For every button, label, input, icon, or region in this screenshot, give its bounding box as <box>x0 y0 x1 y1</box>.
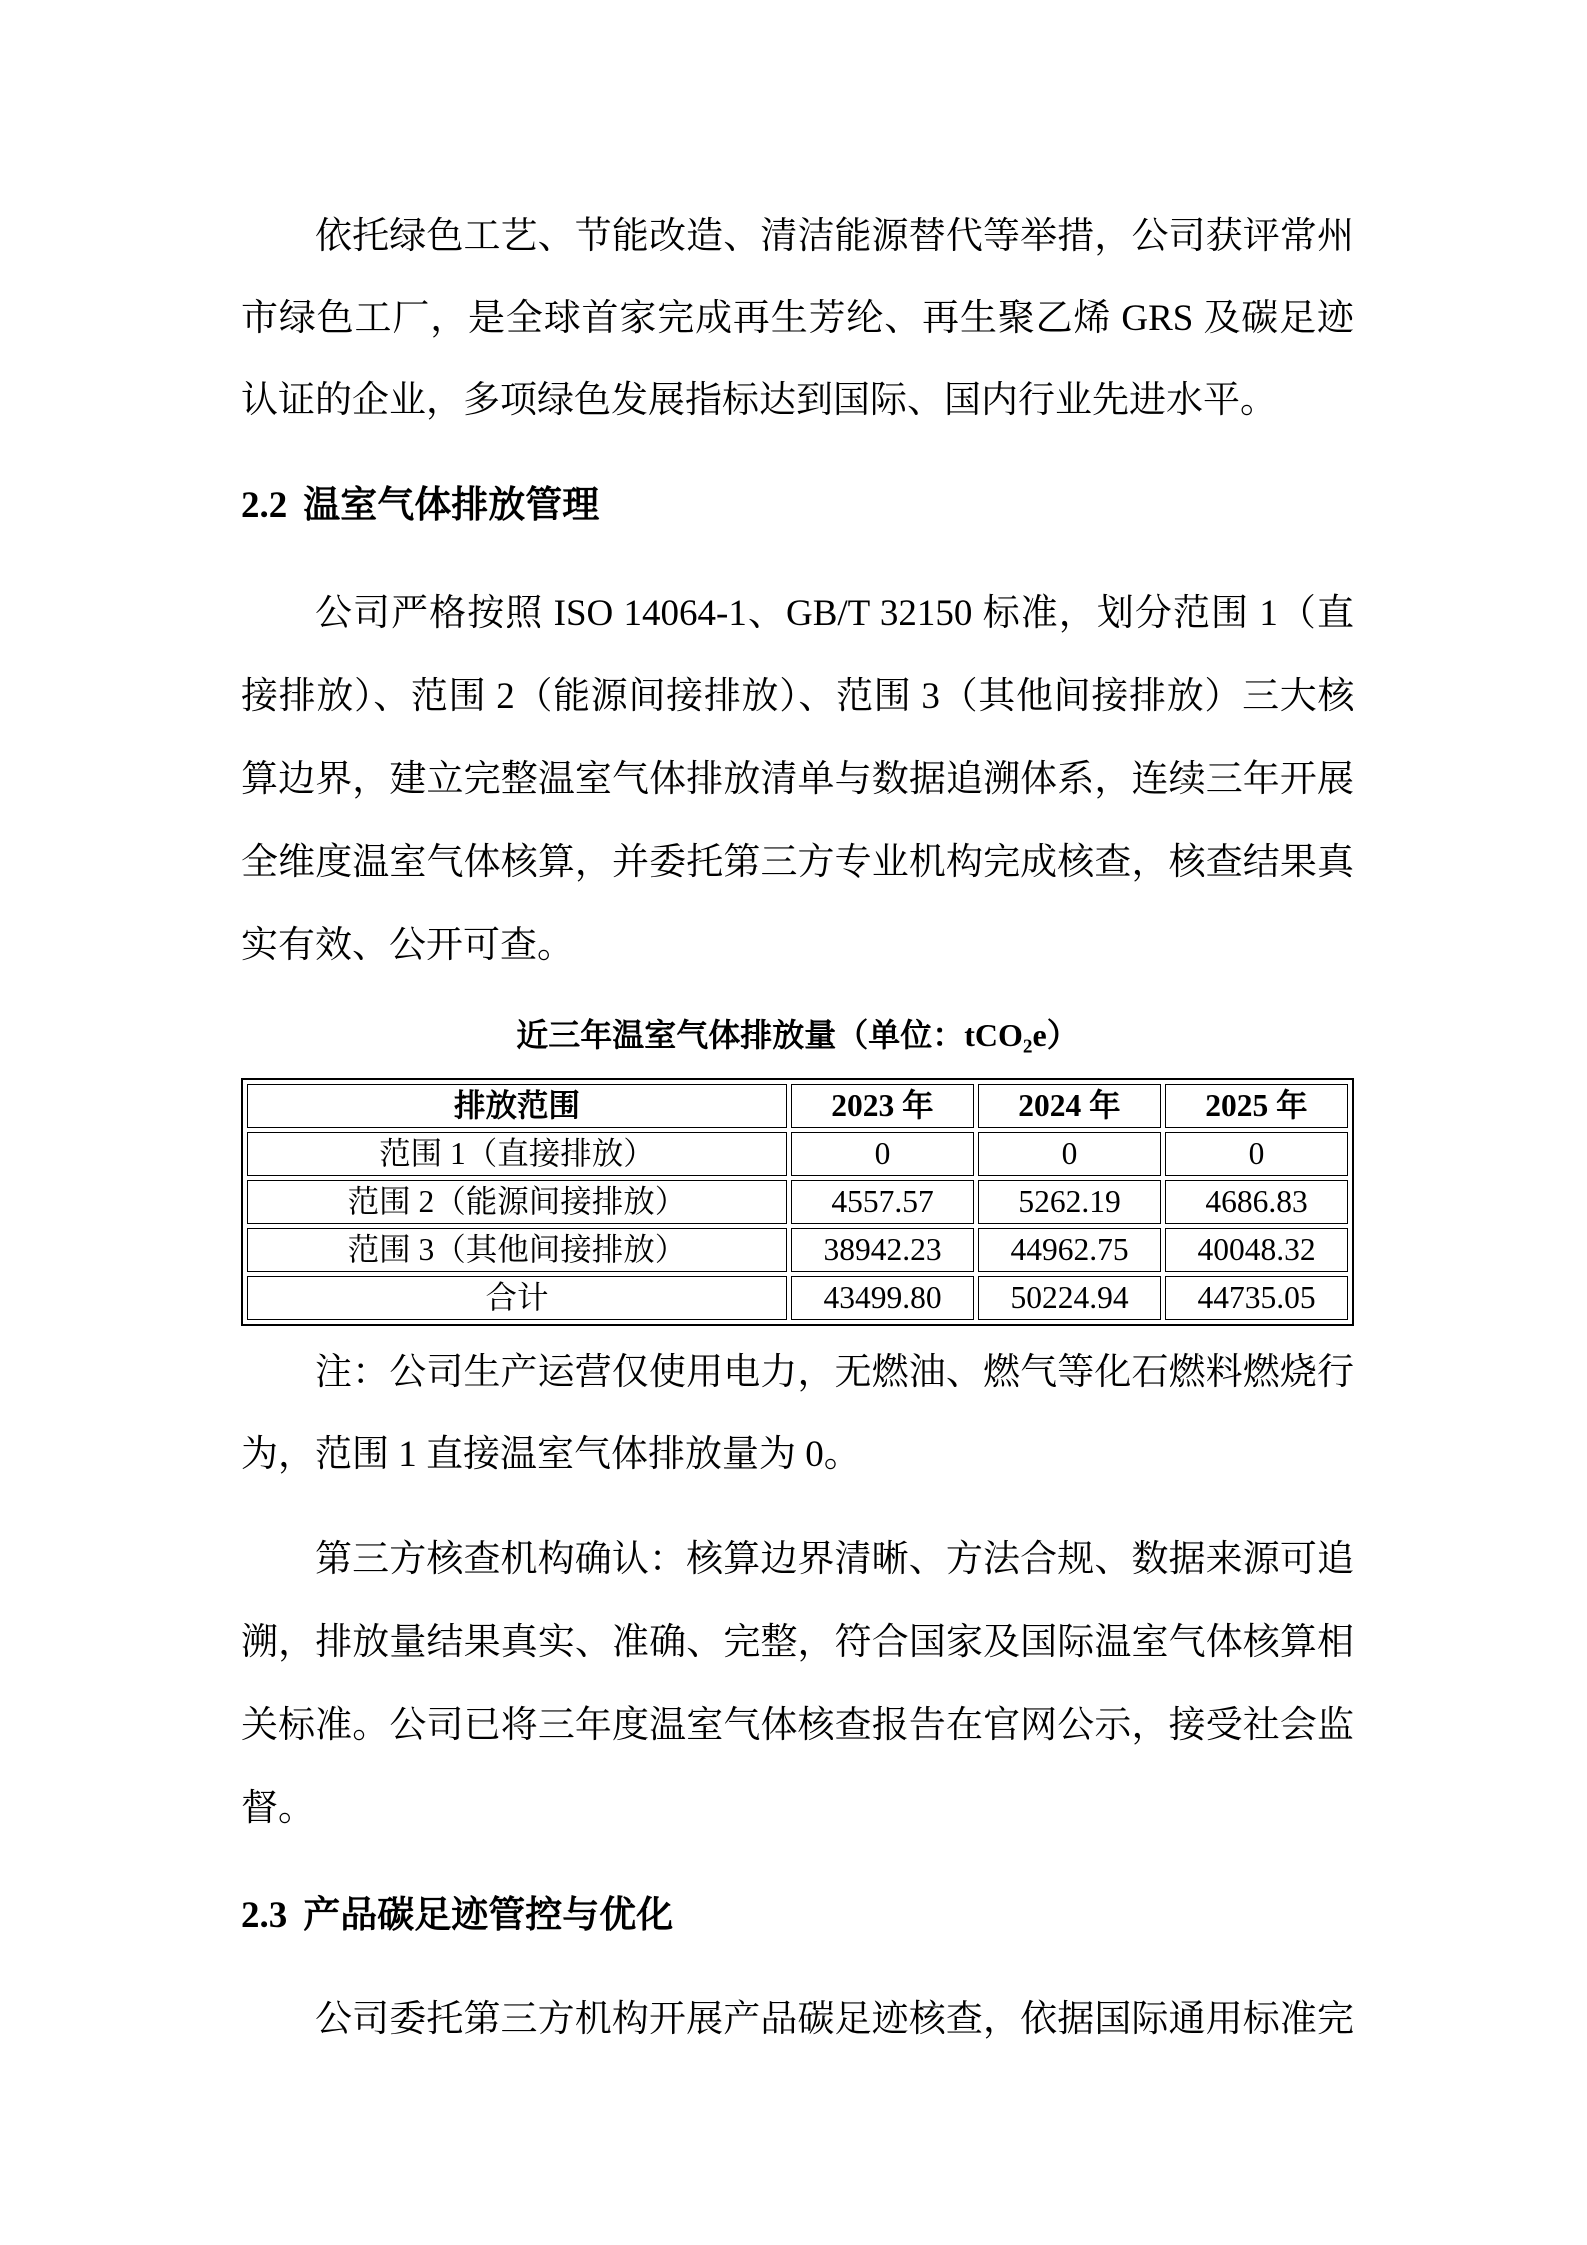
table-cell: 50224.94 <box>978 1276 1161 1320</box>
table-note <box>241 1332 1354 1496</box>
paragraph-line: 算边界，建立完整温室气体排放清单与数据追溯体系，连续三年开展 <box>241 759 1354 800</box>
table-row <box>247 1228 1348 1272</box>
table-header-cell: 排放范围 <box>247 1084 787 1128</box>
paragraph-line: 第三方核查机构确认：核算边界清晰、方法合规、数据来源可追 <box>315 1539 1354 1580</box>
table-row <box>247 1132 1348 1176</box>
paragraph-line: 溯，排放量结果真实、准确、完整，符合国家及国际温室气体核算相 <box>241 1622 1354 1663</box>
table-cell: 范围 2（能源间接排放） <box>247 1180 787 1224</box>
table-cell: 范围 3（其他间接排放） <box>247 1228 787 1272</box>
section-number: 2.2 <box>241 485 288 526</box>
table-cell: 5262.19 <box>978 1180 1161 1224</box>
table-header-cell: 2024 年 <box>978 1084 1161 1128</box>
paragraph-line: 公司严格按照 ISO 14064-1、GB/T 32150 标准，划分范围 1（直 <box>315 593 1354 634</box>
paragraph-verification <box>241 1518 1354 1850</box>
table-header-cell: 2023 年 <box>791 1084 974 1128</box>
paragraph-line: 督。 <box>241 1788 315 1829</box>
section-number: 2.3 <box>241 1895 288 1936</box>
paragraph-carbon-footprint <box>241 1979 1354 2061</box>
table-row <box>247 1180 1348 1224</box>
paragraph-ghg-accounting <box>241 572 1354 987</box>
table-cell: 范围 1（直接排放） <box>247 1132 787 1176</box>
table-cell: 38942.23 <box>791 1228 974 1272</box>
table-header-row <box>247 1084 1348 1128</box>
table-caption: 近三年温室气体排放量（单位：tCO₂e） <box>516 1017 1079 1053</box>
table-cell: 4686.83 <box>1165 1180 1348 1224</box>
paragraph-line: 依托绿色工艺、节能改造、清洁能源替代等举措，公司获评常州 <box>315 216 1354 257</box>
paragraph-line: 公司委托第三方机构开展产品碳足迹核查，依据国际通用标准完 <box>315 1999 1354 2040</box>
paragraph-line: 注：公司生产运营仅使用电力，无燃油、燃气等化石燃料燃烧行 <box>315 1352 1354 1393</box>
paragraph-line: 实有效、公开可查。 <box>241 925 574 966</box>
table-cell: 40048.32 <box>1165 1228 1348 1272</box>
section-heading-2-3 <box>241 1875 1354 1957</box>
table-cell: 4557.57 <box>791 1180 974 1224</box>
section-title: 产品碳足迹管控与优化 <box>303 1895 674 1936</box>
paragraph-line: 认证的企业，多项绿色发展指标达到国际、国内行业先进水平。 <box>241 380 1277 421</box>
table-cell: 0 <box>978 1132 1161 1176</box>
table-cell: 0 <box>1165 1132 1348 1176</box>
paragraph-line: 市绿色工厂，是全球首家完成再生芳纶、再生聚乙烯 GRS 及碳足迹 <box>241 298 1354 339</box>
paragraph-line: 接排放）、范围 2（能源间接排放）、范围 3（其他间接排放）三大核 <box>241 676 1354 717</box>
table-cell: 合计 <box>247 1276 787 1320</box>
section-heading-2-2 <box>241 465 1354 547</box>
paragraph-line: 关标准。公司已将三年度温室气体核查报告在官网公示，接受社会监 <box>241 1705 1354 1746</box>
table-cell: 0 <box>791 1132 974 1176</box>
table-cell: 44962.75 <box>978 1228 1161 1272</box>
paragraph-line: 全维度温室气体核算，并委托第三方专业机构完成核查，核查结果真 <box>241 842 1354 883</box>
emissions-table <box>241 1078 1354 1326</box>
table-cell: 43499.80 <box>791 1276 974 1320</box>
paragraph-green-factory <box>241 196 1354 442</box>
section-title: 温室气体排放管理 <box>303 485 600 526</box>
table-row-total <box>247 1276 1348 1320</box>
table-cell: 44735.05 <box>1165 1276 1348 1320</box>
table-header-cell: 2025 年 <box>1165 1084 1348 1128</box>
paragraph-line: 为，范围 1 直接温室气体排放量为 0。 <box>241 1434 861 1475</box>
